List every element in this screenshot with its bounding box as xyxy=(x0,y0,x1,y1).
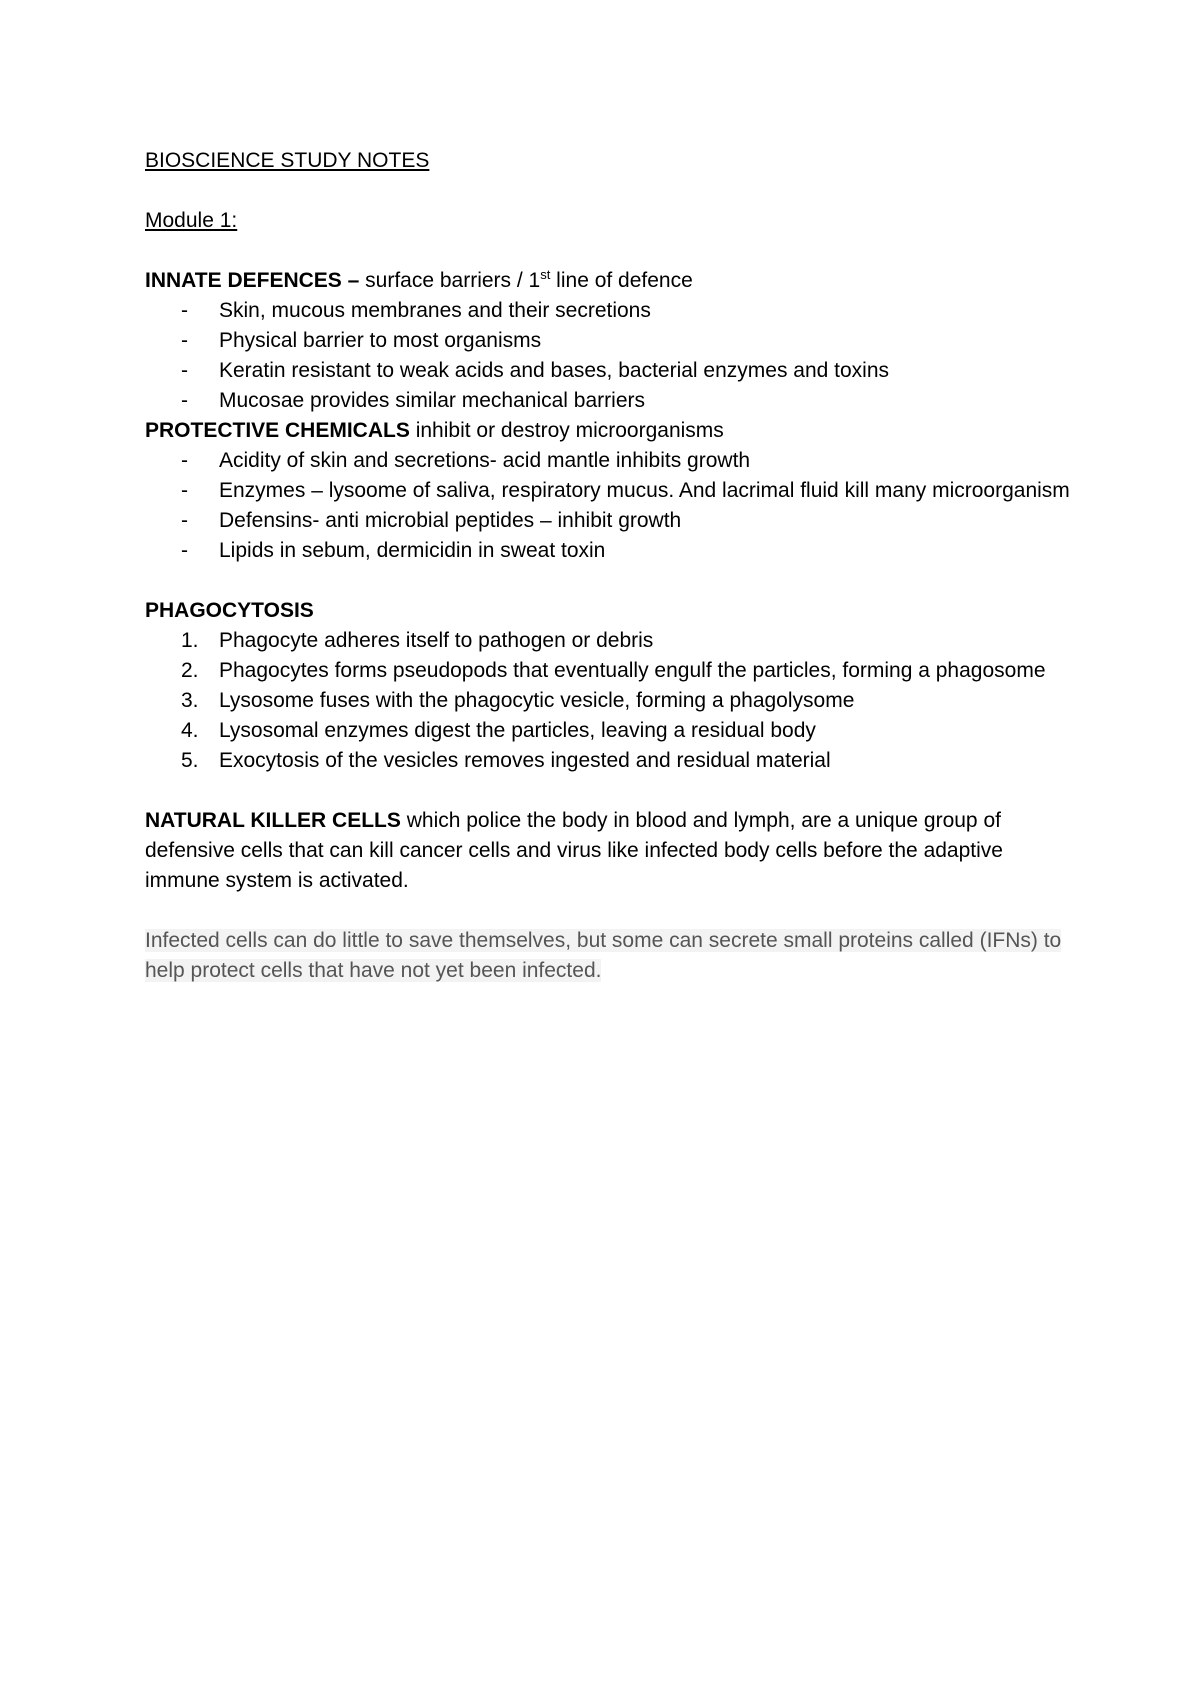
step-number: 5. xyxy=(181,749,199,772)
protective-chemicals-heading: PROTECTIVE CHEMICALS xyxy=(145,419,410,442)
list-item-text: Phagocytes forms pseudopods that eventually engulf the particles, forming a phagosome xyxy=(219,659,1046,682)
innate-defences-heading-line xyxy=(145,266,1075,296)
dash-marker: - xyxy=(181,329,188,352)
protective-chemicals-list xyxy=(145,446,1075,566)
list-item-text: Lipids in sebum, dermicidin in sweat toxin xyxy=(219,539,606,562)
protective-chemicals-subtitle: inhibit or destroy microorganisms xyxy=(409,419,724,442)
natural-killer-heading: NATURAL KILLER CELLS xyxy=(145,809,401,832)
list-item-text: Exocytosis of the vesicles removes ingested and residual material xyxy=(219,749,831,772)
list-item-text: Defensins- anti microbial peptides – inhibit growth xyxy=(219,509,682,532)
list-item xyxy=(145,296,1075,326)
list-item-text: Acidity of skin and secretions- acid mantle inhibits growth xyxy=(219,449,751,472)
step-number: 1. xyxy=(181,629,199,652)
dash-marker: - xyxy=(181,509,188,532)
list-item xyxy=(145,326,1075,356)
list-item-text: Physical barrier to most organisms xyxy=(219,329,542,352)
list-item xyxy=(145,716,1075,746)
dash-marker: - xyxy=(181,479,188,502)
phagocytosis-section xyxy=(145,596,1075,776)
step-number: 4. xyxy=(181,719,199,742)
list-item xyxy=(145,536,1075,566)
list-item-text: Enzymes – lysoome of saliva, respiratory mucus. And lacrimal fluid kill many microorganism xyxy=(219,479,1070,502)
phagocytosis-steps xyxy=(145,626,1075,776)
protective-chemicals-heading-line xyxy=(145,416,1075,446)
step-number: 2. xyxy=(181,659,199,682)
list-item xyxy=(145,506,1075,536)
protective-chemicals-section xyxy=(145,416,1075,566)
document-content xyxy=(145,146,1075,1007)
module-label: Module 1: xyxy=(145,209,238,232)
natural-killer-text: which police the body in blood and lymph, are a unique group of defensive cells that can kill cancer cells and virus like infected body cells before the adaptive immune system is activated. xyxy=(145,809,1003,892)
list-item xyxy=(145,356,1075,386)
natural-killer-paragraph xyxy=(145,806,1075,896)
document-title: BIOSCIENCE STUDY NOTES xyxy=(145,149,430,172)
dash-marker: - xyxy=(181,359,188,382)
list-item-text: Phagocyte adheres itself to pathogen or debris xyxy=(219,629,654,652)
list-item-text: Mucosae provides similar mechanical barriers xyxy=(219,389,645,412)
list-item-text: Skin, mucous membranes and their secretions xyxy=(219,299,651,322)
step-number: 3. xyxy=(181,689,199,712)
list-item xyxy=(145,686,1075,716)
innate-defences-list xyxy=(145,296,1075,416)
list-item xyxy=(145,746,1075,776)
dash-marker: - xyxy=(181,449,188,472)
dash-marker: - xyxy=(181,389,188,412)
interferons-text: Infected cells can do little to save themselves, but some can secrete small proteins called (IFNs) to help protect cells that have not yet been infected. xyxy=(145,929,1062,982)
phagocytosis-heading: PHAGOCYTOSIS xyxy=(145,599,314,622)
list-item xyxy=(145,446,1075,476)
innate-defences-section xyxy=(145,266,1075,416)
list-item xyxy=(145,476,1075,506)
list-item xyxy=(145,626,1075,656)
list-item xyxy=(145,656,1075,686)
interferons-paragraph xyxy=(145,926,1075,986)
list-item-text: Lysosomal enzymes digest the particles, leaving a residual body xyxy=(219,719,816,742)
list-item-text: Keratin resistant to weak acids and bases, bacterial enzymes and toxins xyxy=(219,359,890,382)
innate-defences-subtitle-post: line of defence xyxy=(550,269,693,292)
innate-defences-subtitle-pre: surface barriers / 1 xyxy=(359,269,541,292)
dash-marker: - xyxy=(181,299,188,322)
list-item-text: Lysosome fuses with the phagocytic vesicle, forming a phagolysome xyxy=(219,689,855,712)
innate-defences-subtitle-sup: st xyxy=(540,267,551,282)
dash-marker: - xyxy=(181,539,188,562)
innate-defences-heading: INNATE DEFENCES – xyxy=(145,269,360,292)
list-item xyxy=(145,386,1075,416)
